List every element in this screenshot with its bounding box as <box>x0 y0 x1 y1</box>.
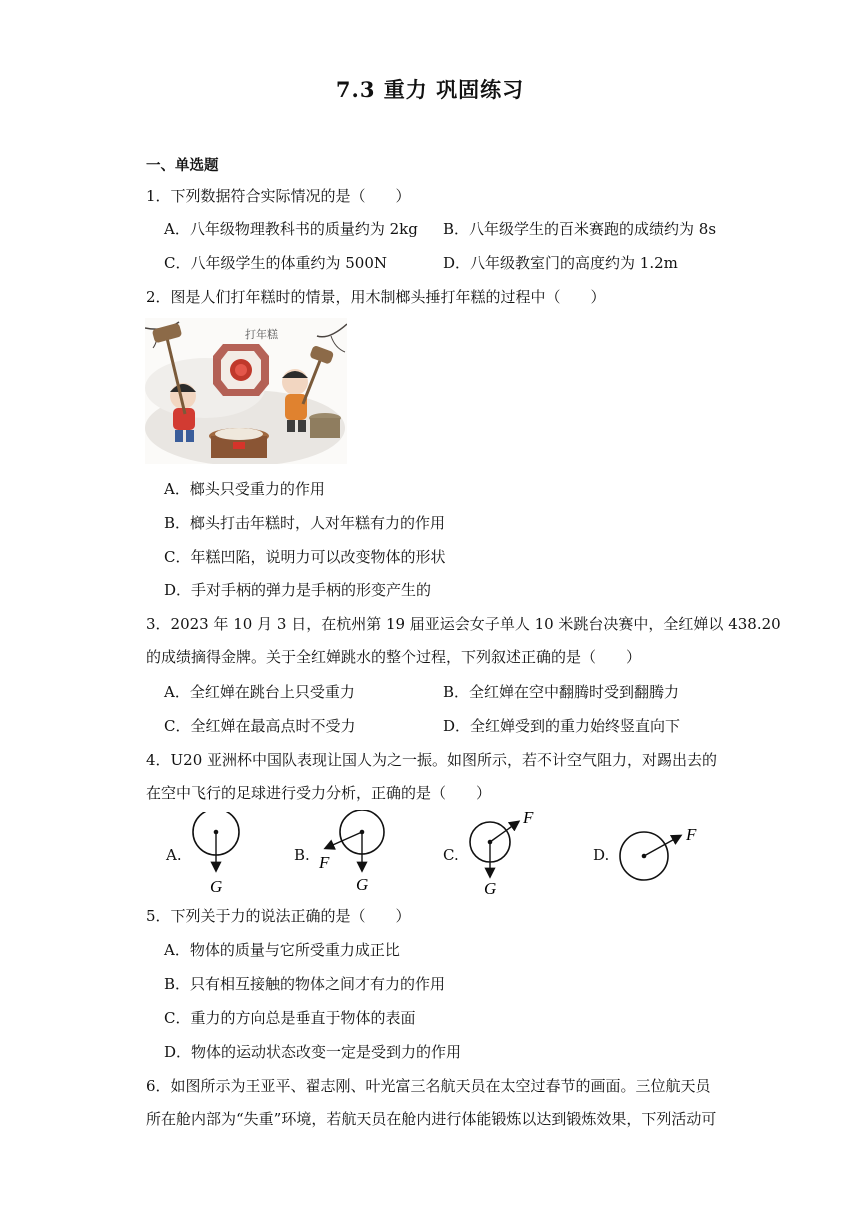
force-label-g: G <box>210 877 223 896</box>
question-4-stem-line1: 4．U20 亚洲杯中国队表现让国人为之一振。如图所示，若不计空气阻力，对踢出去的 <box>146 751 718 769</box>
question-4-option-c-diagram <box>466 808 546 896</box>
question-3-option-a: A．全红婵在跳台上只受重力 <box>164 683 355 701</box>
question-5-option-a: A．物体的质量与它所受重力成正比 <box>164 941 400 959</box>
question-3-stem-line1: 3．2023 年 10 月 3 日，在杭州第 19 届亚运会女子单人 10 米跳台决赛中，全红婵以 438.20 <box>146 615 781 633</box>
question-6-stem-line2: 所在舱内部为“失重”环境，若航天员在舱内进行体能锻炼以达到锻炼效果，下列活动可 <box>146 1110 717 1128</box>
question-3-option-d: D．全红婵受到的重力始终竖直向下 <box>443 717 681 735</box>
force-label-f: F <box>319 853 330 872</box>
question-2-option-a: A．榔头只受重力的作用 <box>164 480 325 498</box>
question-2-stem: 2．图是人们打年糕时的情景，用木制榔头捶打年糕的过程中（ ） <box>146 288 606 306</box>
rice-cake-pounding-illustration <box>145 318 347 464</box>
force-label-f: F <box>523 808 534 827</box>
question-5-option-b: B．只有相互接触的物体之间才有力的作用 <box>164 975 446 993</box>
question-3-stem-line2: 的成绩摘得金牌。关于全红婵跳水的整个过程，下列叙述正确的是（ ） <box>146 648 642 666</box>
force-label-g: G <box>356 875 369 894</box>
section-heading: 一、单选题 <box>146 157 219 174</box>
illustration-caption: 打年糕 <box>245 328 278 341</box>
question-3-option-c: C．全红婵在最高点时不受力 <box>164 717 356 735</box>
question-1-option-a: A．八年级物理教科书的质量约为 2kg <box>164 220 418 238</box>
question-1-option-b: B．八年级学生的百米赛跑的成绩约为 8s <box>443 220 717 238</box>
question-2-option-d: D．手对手柄的弹力是手柄的形变产生的 <box>164 581 432 599</box>
question-5-option-d: D．物体的运动状态改变一定是受到力的作用 <box>164 1043 462 1061</box>
question-1-option-c: C．八年级学生的体重约为 500N <box>164 254 388 272</box>
force-label-f: F <box>686 825 697 844</box>
question-4-option-b-label: B. <box>294 846 310 864</box>
page-title: 7.3 重力 巩固练习 <box>335 77 525 102</box>
question-1-option-d: D．八年级教室门的高度约为 1.2m <box>443 254 678 272</box>
question-4-option-d-diagram <box>616 820 706 884</box>
question-4-option-a-label: A. <box>166 846 182 864</box>
question-5-stem: 5．下列关于力的说法正确的是（ ） <box>146 907 411 925</box>
question-2-option-b: B．榔头打击年糕时，人对年糕有力的作用 <box>164 514 446 532</box>
question-1-stem: 1．下列数据符合实际情况的是（ ） <box>146 187 411 205</box>
force-label-g: G <box>484 879 497 896</box>
question-6-stem-line1: 6．如图所示为王亚平、翟志刚、叶光富三名航天员在太空过春节的画面。三位航天员 <box>146 1077 711 1095</box>
question-5-option-c: C．重力的方向总是垂直于物体的表面 <box>164 1009 416 1027</box>
question-4-option-a-diagram <box>188 812 248 896</box>
question-2-option-c: C．年糕凹陷，说明力可以改变物体的形状 <box>164 548 446 566</box>
question-4-stem-line2: 在空中飞行的足球进行受力分析，正确的是（ ） <box>146 784 492 802</box>
question-3-option-b: B．全红婵在空中翻腾时受到翻腾力 <box>443 683 680 701</box>
question-4-option-c-label: C. <box>443 846 459 864</box>
question-4-option-b-diagram <box>314 810 394 896</box>
question-4-option-d-label: D. <box>593 846 610 864</box>
